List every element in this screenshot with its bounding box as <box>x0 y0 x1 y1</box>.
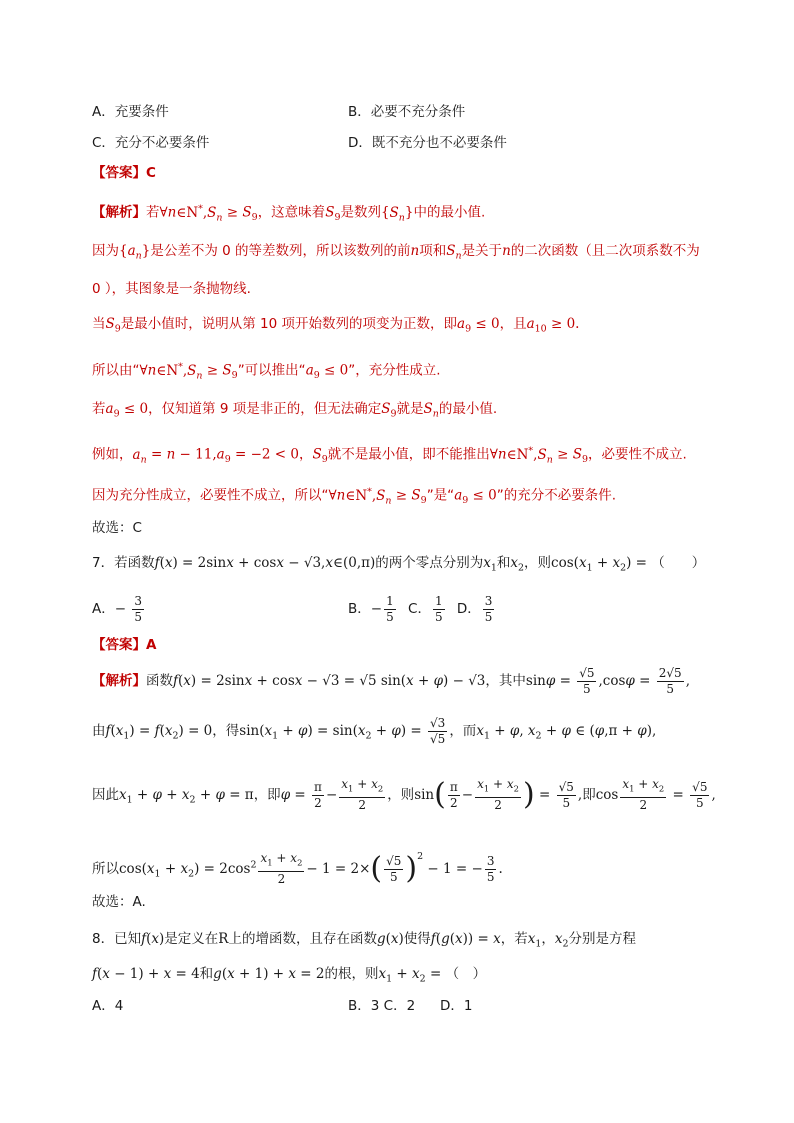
answer-line-q6 <box>92 163 156 183</box>
analysis-line-6: 若$a_9 \le 0$，仅知道第 9 项是非正的，但无法确定$S_9$就是$S_n$的最小值. <box>92 401 498 420</box>
text: ，仅知道第 9 项是非正的，但无法确定 <box>148 401 382 417</box>
text: A． <box>92 601 115 617</box>
text: ，则 <box>387 787 415 803</box>
answer-tag: 【答案】 <box>92 165 146 181</box>
text: 是最小值时，说明从第 10 项开始数列的项变为正数，即 <box>120 316 458 332</box>
text: ”是“ <box>426 487 455 504</box>
text: 若 <box>146 204 160 221</box>
question-8-stem-2: f(x − 1) + x = 4和g(x + 1) + x = 2的根，则$x_1 + x_2$ = （ ） <box>92 966 487 985</box>
text: 中的最小值. <box>413 204 486 221</box>
analysis-line-8: 因为充分性成立，必要性不成立，所以“$\forall n\in N^*,S_n \ge S_9$”是“$a_9 \le 0$”的充分不必要条件. <box>92 486 617 507</box>
q7-analysis-line-4: 所以$\cos(x_1 + x_2) = 2\cos^2$ $\frac{x_1 + x_2}{2}$ − 1 = 2×( $\frac{√5}{5}$ )$^2$ − 1 = − $\frac{3}{5}$ . <box>92 851 503 886</box>
text: （ ） <box>445 966 487 982</box>
text: 是公差不为 0 的等差数列，所以该数列的前 <box>150 243 411 259</box>
analysis-tag: 【解析】 <box>92 673 146 689</box>
answer-line-q7 <box>92 635 156 655</box>
text: 7．若函数 <box>92 555 155 571</box>
text: 和 <box>199 966 214 982</box>
analysis-line-2: 因为$\{a_n\}$是公差不为 0 的等差数列，所以该数列的前n项和$S_n$是关于n的二次函数（且二次项系数不为 <box>92 243 700 262</box>
text: ”可以推出“ <box>237 362 306 379</box>
text: 若 <box>92 401 106 417</box>
analysis-tag: 【解析】 <box>92 204 146 221</box>
text: 就不是最小值，即不能推出 <box>327 446 490 463</box>
text: D． <box>456 601 481 617</box>
text: 是关于 <box>461 243 503 259</box>
text: 项和 <box>419 243 447 259</box>
text: ，即 <box>253 787 281 803</box>
answer-value: A <box>146 637 157 653</box>
question-8-options-bc: B．3 C．2 <box>348 998 416 1014</box>
text: 因为 <box>92 243 119 259</box>
text: ，必要性不成立. <box>587 446 687 463</box>
option-b: B．必要不充分条件 <box>348 104 466 120</box>
text: C． <box>408 601 431 617</box>
text: 就是 <box>396 401 424 417</box>
question-7-option-a: A．− $\frac{3}{5}$ <box>92 593 142 624</box>
answer-tag: 【答案】 <box>92 637 146 653</box>
text: 因此 <box>92 787 119 803</box>
text: ，这意味着 <box>257 204 326 221</box>
q7-analysis-line-3: 因此$x_1 + \varphi + x_2 + \varphi = \pi$，即φ = $\frac{\pi}{2}$ − $\frac{x_1 + x_2}{2}$ ，则sin( $\frac{\pi}{2}$ − $\frac{x_1 + x_2}{2}$ ) = $\frac{√5}{5}$ ,即cos $\frac{x_1 + x_2}{2}$ = $\frac{√5}{5}$ , <box>92 777 716 812</box>
question-8-option-d: D．1 <box>440 998 473 1014</box>
text: 使得 <box>403 931 431 947</box>
text: 因为充分性成立，必要性不成立，所以“ <box>92 487 329 504</box>
text: 分别是方程 <box>568 931 636 947</box>
text: ，若 <box>500 931 528 947</box>
text: ，得 <box>212 723 240 739</box>
text: ，而 <box>449 723 477 739</box>
text: 即 <box>582 787 596 803</box>
question-7-options-bcd: B．− $\frac{1}{5}$ C． $\frac{1}{5}$ D． $\frac{3}{5}$ <box>348 593 493 624</box>
text: 当 <box>92 316 106 332</box>
analysis-line-1: 【解析】若$\forall n\in N^*,S_n \ge S_9$，这意味着$S_9$是数列$\{S_n\}$中的最小值. <box>92 203 486 224</box>
text: ，则 <box>524 555 552 571</box>
text: ，且 <box>499 316 527 332</box>
answer-value: C <box>146 165 156 181</box>
text: 由 <box>92 723 106 739</box>
option-c: C．充分不必要条件 <box>92 135 210 151</box>
analysis-line-4: 当$S_9$是最小值时，说明从第 10 项开始数列的项变为正数，即$a_9 \le 0$，且$a_{10} \ge 0$. <box>92 316 580 335</box>
text: ， <box>541 931 555 947</box>
q7-analysis-line-1: 【解析】函数f(x) = 2sinx + cosx − √3 = √5 sin(x + φ) − √3，其中sinφ = $\frac{√5}{5}$ ,cosφ = $\frac{2√5}{5}$ , <box>92 665 690 696</box>
text: 的两个零点分别为 <box>375 555 484 571</box>
text: 的根，则 <box>324 966 379 982</box>
question-8-stem: 8．已知f(x)是定义在R上的增函数，且存在函数g(x)使得f(g(x)) = x，若$x_1$，$x_2$分别是方程 <box>92 931 636 950</box>
text: 8．已知 <box>92 931 142 947</box>
text: ， <box>299 446 313 463</box>
text: 是定义在 <box>164 931 219 947</box>
conclusion-q7: 故选：A. <box>92 894 146 910</box>
q7-analysis-line-2: 由$f(x_1) = f(x_2) = 0$，得$\sin(x_1 + \varphi) = \sin(x_2 + \varphi)$ = $\frac{√3}{√5}$ ，而$x_1 + \varphi$, $x_2 + \varphi$ ∈ (φ,π + φ), <box>92 715 657 746</box>
analysis-line-5: 所以由“$\forall n\in N^*,S_n \ge S_9$”可以推出“$a_9 \le 0$”，充分性成立. <box>92 361 441 382</box>
conclusion-q6: 故选：C <box>92 520 142 536</box>
text: 的最小值. <box>438 401 498 417</box>
text: B． <box>348 601 371 617</box>
text: 和 <box>496 555 511 571</box>
question-7-stem: 7．若函数f(x) = 2sinx + cosx − √3,x∈(0,π)的两个零点分别为$x_1$和$x_2$，则$\cos(x_1 + x_2)$ = （ ） <box>92 555 706 574</box>
option-a: A．充要条件 <box>92 104 169 120</box>
text: 的二次函数（且二次项系数不为 <box>510 243 700 259</box>
text: 所以 <box>92 861 119 877</box>
text: ”的充分不必要条件. <box>496 487 617 504</box>
analysis-line-3: 0 ），其图象是一条抛物线. <box>92 281 251 297</box>
text: ，其中 <box>485 673 526 689</box>
text: 例如， <box>92 446 133 463</box>
analysis-line-7: 例如，$a_n = n - 11,a_9 = -2 < 0$，$S_9$就不是最小值，即不能推出$\forall n\in N^*,S_n \ge S_9$，必要性不成立. <box>92 445 687 466</box>
text: 是数列 <box>340 204 381 221</box>
option-d: D．既不充分也不必要条件 <box>348 135 507 151</box>
text: 所以由“ <box>92 362 140 379</box>
text: ”，充分性成立. <box>348 362 441 379</box>
text: 上的增函数，且存在函数 <box>228 931 377 947</box>
question-8-option-a: A．4 <box>92 998 124 1014</box>
text: （ ） <box>651 555 706 571</box>
text: 函数 <box>146 673 173 689</box>
